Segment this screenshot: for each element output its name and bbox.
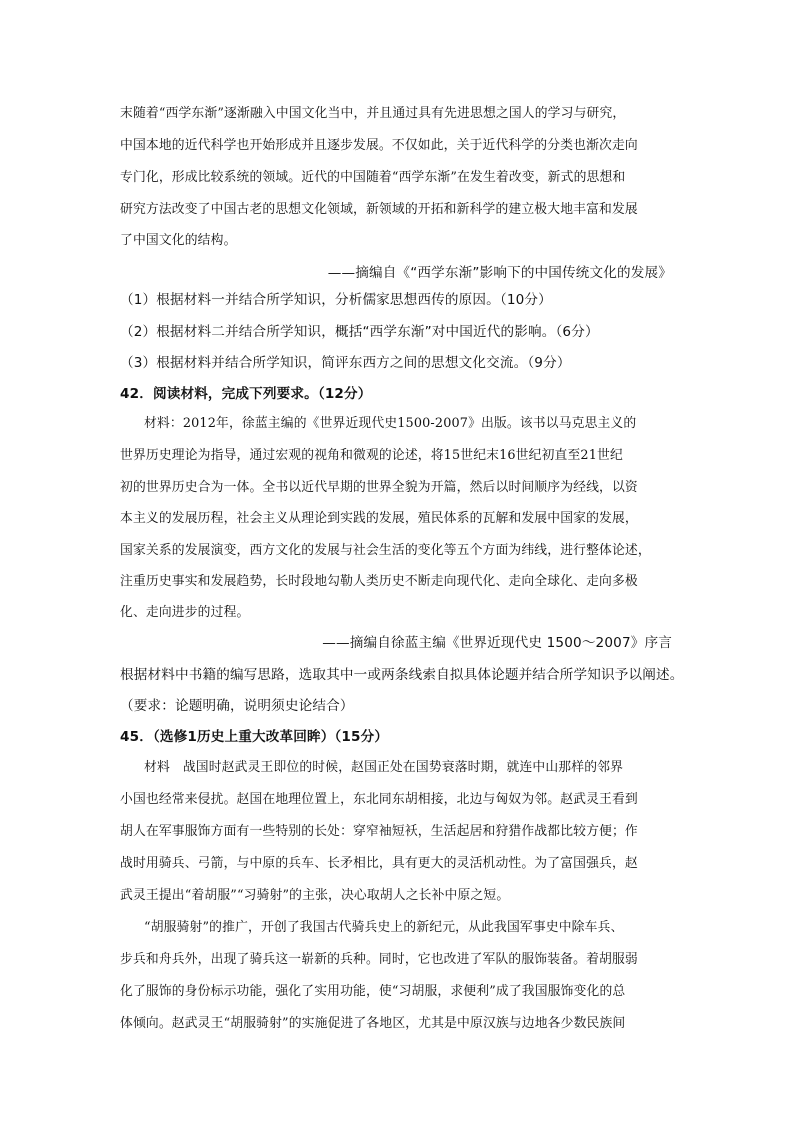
q42-material-line-2: 世界历史理论为指导，通过宏观的视角和微观的论述，将15世纪末16世纪初直至21世纪 [120, 448, 623, 463]
q45-material-line-6: “胡服骑射”的推广，开创了我国古代骑兵史上的新纪元，从此我国军事史中除车兵、 [144, 920, 624, 935]
question-41-part-1: （1）根据材料一并结合所学知识，分析儒家思想西传的原因。（10分） [120, 292, 552, 308]
question-42-requirement: （要求：论题明确，说明须史论结合） [120, 698, 354, 714]
q45-material-line-4: 战时用骑兵、弓箭，与中原的兵车、长矛相比，具有更大的灵活机动性。为了富国强兵，赵 [120, 856, 638, 871]
material-two-line-5: 了中国文化的结构。 [120, 233, 237, 248]
material-two-line-1: 末随着“西学东渐”逐渐融入中国文化当中，并且通过具有先进思想之国人的学习与研究， [120, 106, 626, 121]
q42-material-line-1: 材料：2012年，徐蓝主编的《世界近现代史1500-2007》出版。该书以马克思主义的 [144, 416, 637, 431]
question-42-heading: 42．阅读材料，完成下列要求。（12分） [120, 386, 372, 402]
source-citation-two: ——摘编自《“西学东渐”影响下的中国传统文化的发展》 [327, 265, 672, 281]
q42-material-line-6: 注重历史事实和发展趋势，长时段地勾勒人类历史不断走向现代化、走向全球化、走向多极 [120, 574, 638, 589]
q45-material-line-8: 化了服饰的身份标示功能，强化了实用功能，使“习胡服，求便利”成了我国服饰变化的总 [120, 984, 626, 999]
q45-material-line-7: 步兵和舟兵外，出现了骑兵这一崭新的兵种。同时，它也改进了军队的服饰装备。着胡服弱 [120, 952, 638, 967]
q45-material-line-2: 小国也经常来侵扰。赵国在地理位置上，东北同东胡相接，北边与匈奴为邻。赵武灵王看到 [120, 792, 638, 807]
material-two-line-3: 专门化，形成比较系统的领域。近代的中国随着“西学东渐”在发生着改变，新式的思想和 [120, 170, 626, 185]
q42-material-line-7: 化、走向进步的过程。 [120, 605, 250, 620]
question-42-prompt: 根据材料中书籍的编写思路，选取其中一或两条线索自拟具体论题并结合所学知识予以阐述。 [120, 667, 684, 683]
source-citation-42: ——摘编自徐蓝主编《世界近现代史 1500～2007》序言 [322, 635, 672, 651]
q42-material-line-4: 本主义的发展历程，社会主义从理论到实践的发展，殖民体系的瓦解和发展中国家的发展， [120, 511, 638, 526]
question-41-part-3: （3）根据材料并结合所学知识，简评东西方之间的思想文化交流。（9分） [120, 355, 571, 371]
question-45-heading: 45．（选修1历史上重大改革回眸）（15分） [120, 729, 389, 745]
q42-material-line-5: 国家关系的发展演变，西方文化的发展与社会生活的变化等五个方面为纬线，进行整体论述， [120, 543, 651, 558]
q45-material-line-9: 体倾向。赵武灵王“胡服骑射”的实施促进了各地区，尤其是中原汉族与边地各少数民族间 [120, 1016, 626, 1031]
material-two-line-2: 中国本地的近代科学也开始形成并且逐步发展。不仅如此，关于近代科学的分类也渐次走向 [120, 138, 638, 153]
q42-material-line-3: 初的世界历史合为一体。全书以近代早期的世界全貌为开篇，然后以时间顺序为经线，以资 [120, 480, 638, 495]
material-two-line-4: 研究方法改变了中国古老的思想文化领域，新领域的开拓和新科学的建立极大地丰富和发展 [120, 202, 638, 217]
q45-material-line-3: 胡人在军事服饰方面有一些特别的长处：穿窄袖短袄，生活起居和狩猎作战都比较方便；作 [120, 824, 638, 839]
q45-material-line-1: 材料 战国时赵武灵王即位的时候，赵国正处在国势衰落时期，就连中山那样的邻界 [144, 760, 624, 775]
q45-material-line-5: 武灵王提出“着胡服”“习骑射”的主张，决心取胡人之长补中原之短。 [120, 888, 510, 903]
question-41-part-2: （2）根据材料二并结合所学知识，概括“西学东渐”对中国近代的影响。（6分） [120, 324, 599, 340]
